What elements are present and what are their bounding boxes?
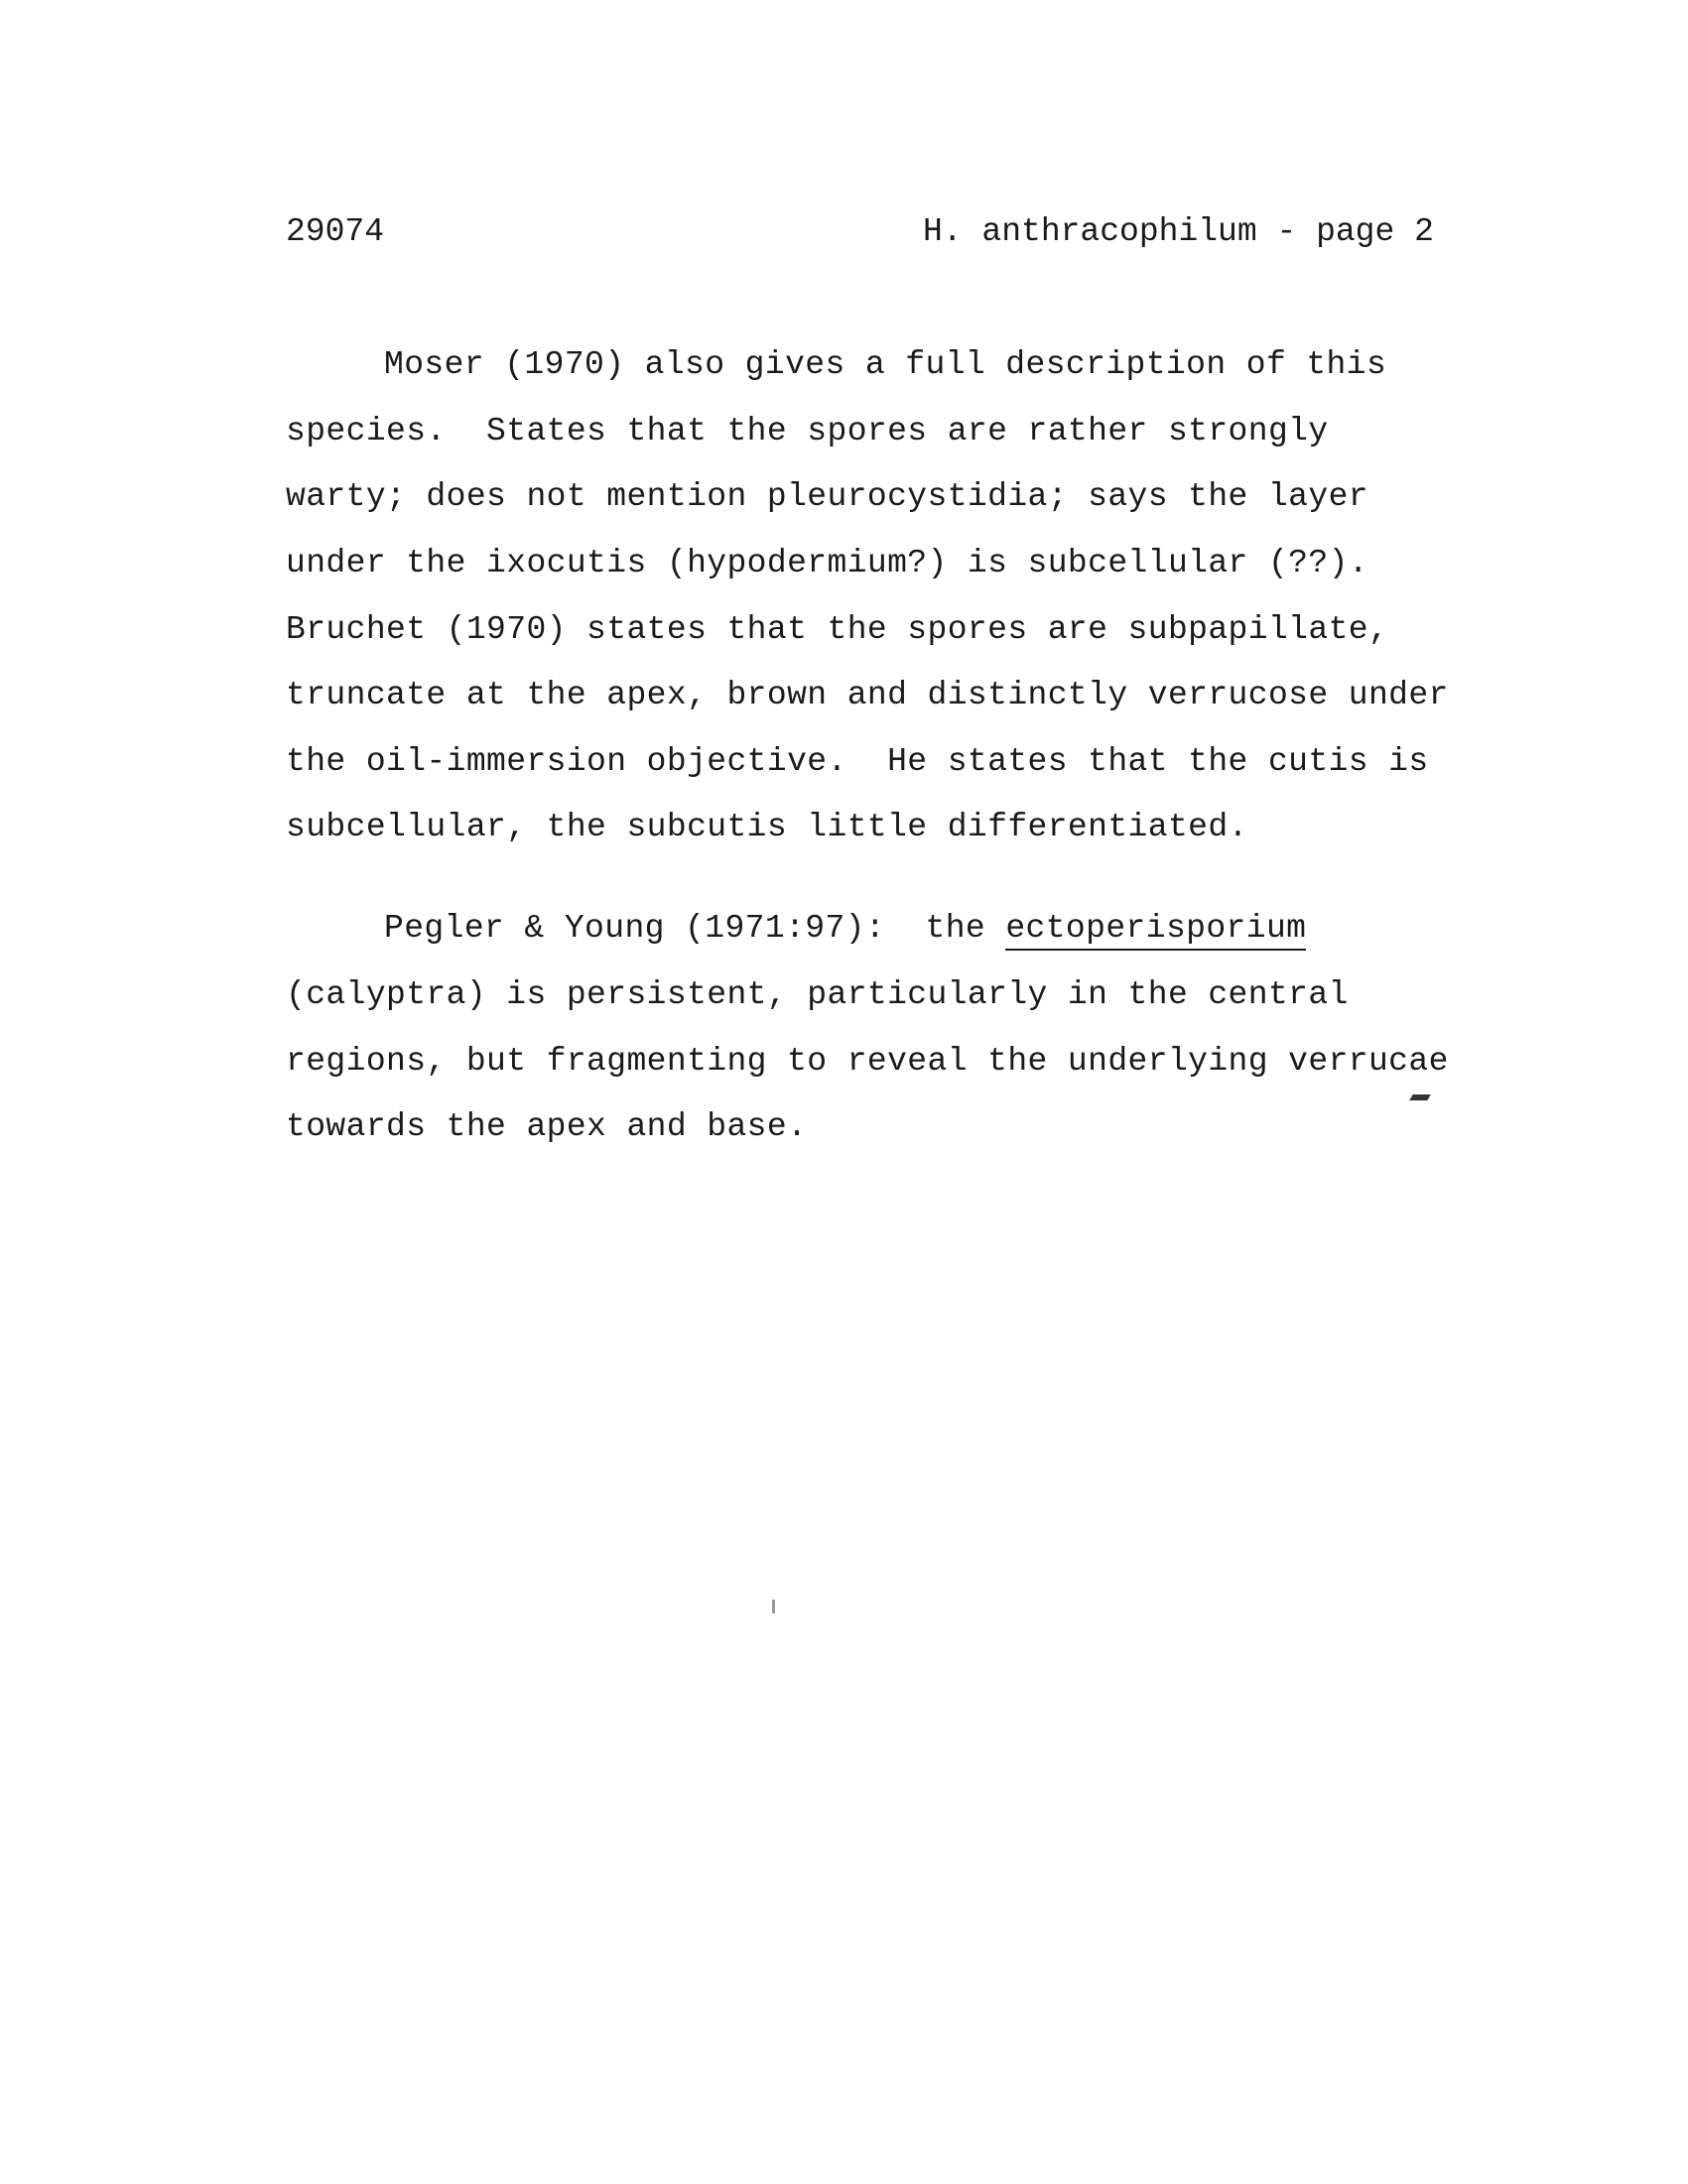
document-number: 29074 [286,213,385,250]
stray-ink-dot [772,1600,775,1613]
paragraph-1-line-7: the oil-immersion objective. He states that the cutis is [286,743,1429,780]
paragraph-1-line-8: subcellular, the subcutis little differentiated. [286,809,1248,845]
paragraph-1-line-3: warty; does not mention pleurocystidia; says the layer [286,478,1368,515]
paragraph-2-line-3: regions, but fragmenting to reveal the underlying verrucae [286,1043,1449,1080]
paragraph-2-line-2: (calyptra) is persistent, particularly in the central [286,976,1349,1013]
paragraph-1-line-4: under the ixocutis (hypodermium?) is subcellular (??). [286,545,1368,581]
underlined-term: ectoperisporium [1005,910,1306,951]
paragraph-1-line-5: Bruchet (1970) states that the spores are subpapillate, [286,611,1389,648]
paragraph-2-line-4: towards the apex and base. [286,1108,808,1145]
stray-ink-mark [1409,1094,1430,1100]
running-title: H. anthracophilum - page 2 [923,213,1434,250]
paragraph-1-line-6: truncate at the apex, brown and distinctly verrucose under [286,677,1449,713]
paragraph-2-line-1 [384,907,1306,951]
citation-prefix: Pegler & Young (1971:97): the [384,910,1006,947]
paragraph-1-line-1: Moser (1970) also gives a full description of this [384,346,1387,383]
paragraph-1-line-2: species. States that the spores are rather strongly [286,413,1329,450]
